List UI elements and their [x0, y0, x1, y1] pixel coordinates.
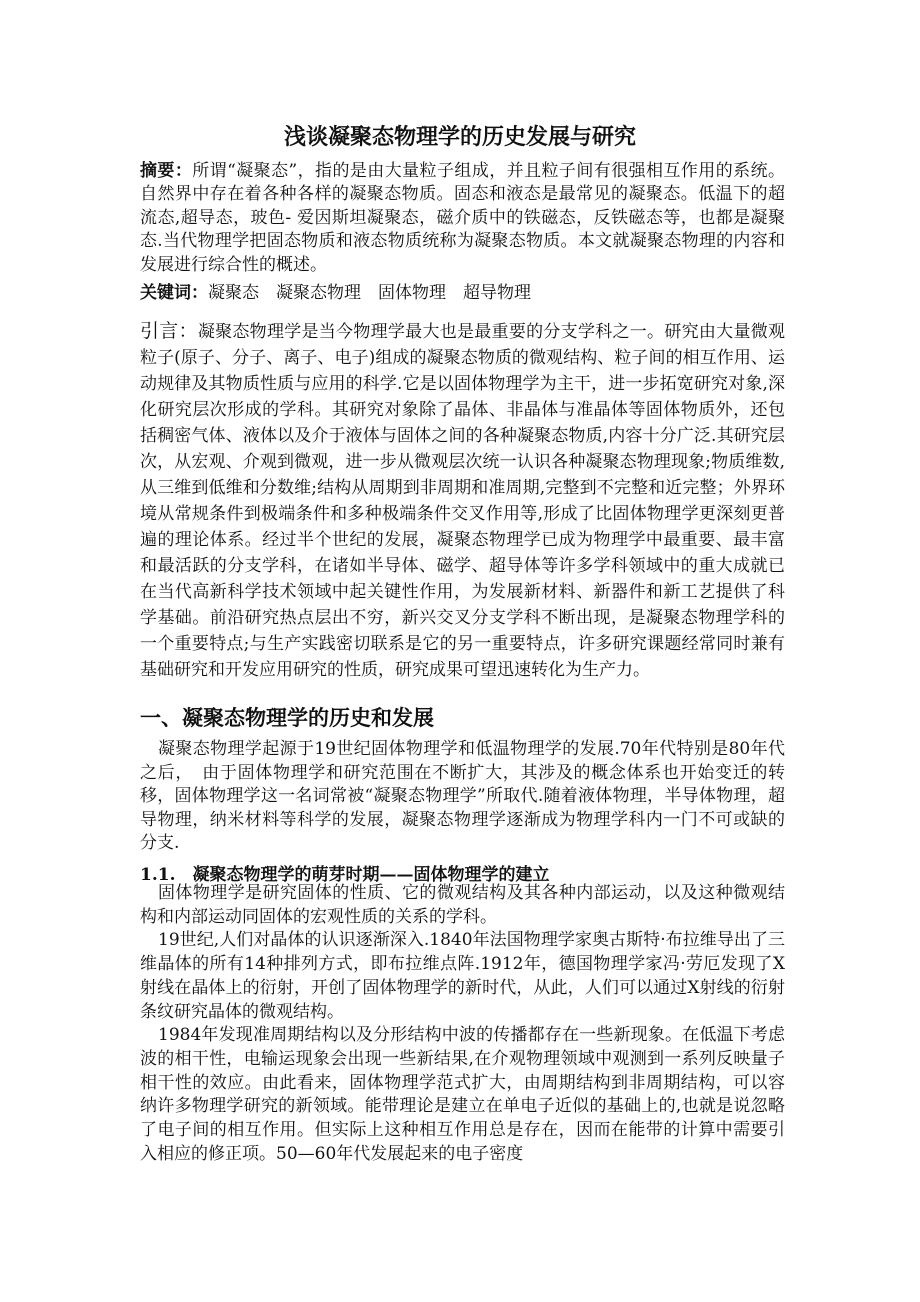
section-1-1-paragraph-3: 1984年发现准周期结构以及分形结构中波的传播都存在一些新现象。在低温下考虑波的相干性，电输运现象会出现一些新结果,在介观物理领域中观测到一系列反映量子相干性的效应。由此看来，固体物理学范式扩大，由周期结构到非周期结构，可以容纳许多物理学研究的新领域。能带理论是建立在单电子近似的基础上的,也就是说忽略了电子间的相互作用。但实际上这种相互作用总是存在，因而在能带的计算中需要引入相应的修正项。50—60年代发展起来的电子密度 [140, 1025, 785, 1164]
section-1-heading: 一、凝聚态物理学的历史和发展 [140, 706, 434, 730]
abstract [140, 160, 785, 277]
abstract-text: 所谓“凝聚态”，指的是由大量粒子组成，并且粒子间有很强相互作用的系统。自然界中存在着各种各样的凝聚态物质。固态和液态是最常见的凝聚态。低温下的超流态,超导态，玻色- 爱因斯坦凝聚态，磁介质中的铁磁态，反铁磁态等，也都是凝聚态.当代物理学把固态物质和液态物质统称为凝聚态物质。本文就凝聚态物理的内容和发展进行综合性的概述。 [140, 161, 785, 275]
intro-text: 凝聚态物理学是当今物理学最大也是最重要的分支学科之一。研究由大量微观粒子(原子、分子、离子、电子)组成的凝聚态物质的微观结构、粒子间的相互作用、运动规律及其物质性质与应用的科学.它是以固体物理学为主干，进一步拓宽研究对象,深化研究层次形成的学科。其研究对象除了晶体、非晶体与准晶体等固体物质外，还包括稠密气体、液体以及介于液体与固体之间的各种凝聚态物质,内容十分广泛.其研究层次，从宏观、介观到微观，进一步从微观层次统一认识各种凝聚态物理现象;物质维数,从三维到低维和分数维;结构从周期到非周期和准周期,完整到不完整和近完整；外界环境从常规条件到极端条件和多种极端条件交叉作用等,形成了比固体物理学更深刻更普遍的理论体系。经过半个世纪的发展，凝聚态物理学已成为物理学中最重要、最丰富和最活跃的分支学科，在诸如半导体、磁学、超导体等许多学科领域中的重大成就已在当代高新科学技术领域中起关键性作用，为发展新材料、新器件和新工艺提供了科学基础。前沿研究热点层出不穷，新兴交叉分支学科不断出现，是凝聚态物理学科的一个重要特点;与生产实践密切联系是它的另一重要特点，许多研究课题经常同时兼有基础研究和开发应用研究的性质，研究成果可望迅速转化为生产力。 [140, 322, 785, 680]
section-1-body [140, 738, 785, 856]
document-title: 浅谈凝聚态物理学的历史发展与研究 [283, 125, 636, 150]
section-1-1-paragraph-2: 19世纪,人们对晶体的认识逐渐深入.1840年法国物理学家奥古斯特·布拉维导出了三维晶体的所有14种排列方式，即布拉维点阵.1912年，德国物理学家冯·劳厄发现了X射线在晶体上的衍射，开创了固体物理学的新时代，从此，人们可以通过X射线的衍射条纹研究晶体的微观结构。 [140, 930, 785, 1022]
keywords [140, 282, 785, 305]
intro-label: 引言： [140, 320, 198, 342]
section-1-paragraph: 凝聚态物理学起源于19世纪固体物理学和低温物理学的发展.70年代特别是80年代之后， 由于固体物理学和研究范围在不断扩大，其涉及的概念体系也开始变迁的转移，固体物理学这一名词常被“凝聚态物理学”所取代.随着液体物理，半导体物理，超导物理，纳米材料等科学的发展，凝聚态物理学逐渐成为物理学科内一门不可或缺的分支. [140, 739, 785, 854]
keywords-label: 关键词： [140, 283, 208, 303]
introduction [140, 318, 785, 683]
section-1-1-body [140, 882, 785, 1166]
abstract-label: 摘要： [140, 161, 193, 181]
section-1-1-paragraph-1: 固体物理学是研究固体的性质、它的微观结构及其各种内部运动，以及这种微观结构和内部运动同固体的宏观性质的关系的学科。 [140, 883, 785, 927]
keywords-text: 凝聚态 凝聚态物理 固体物理 超导物理 [208, 283, 531, 303]
section-1-1-heading: 1.1. 凝聚态物理学的萌芽时期——固体物理学的建立 [140, 865, 550, 885]
